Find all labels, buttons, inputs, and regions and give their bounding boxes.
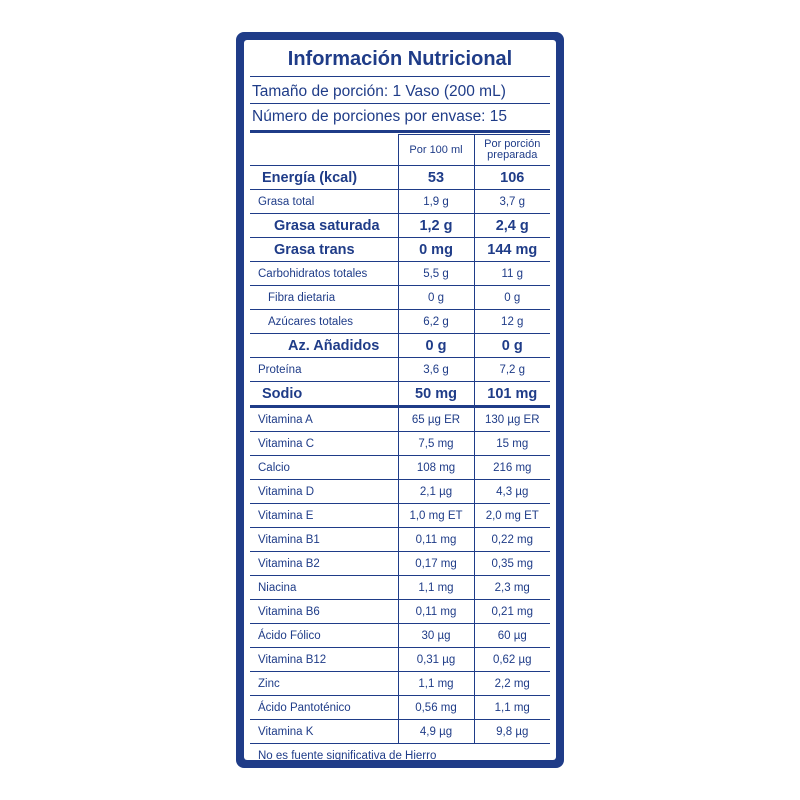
label-title: Información Nutricional — [287, 48, 513, 70]
nutrient-value-per-serving: 2,3 mg — [474, 576, 550, 600]
table-row — [250, 624, 550, 648]
table-row — [250, 262, 550, 286]
nutrient-value-per-100: 50 mg — [398, 382, 474, 407]
nutrient-value-per-100: 1,1 mg — [398, 576, 474, 600]
nutrient-name: Niacina — [250, 576, 398, 600]
nutrient-value-per-serving: 144 mg — [474, 238, 550, 262]
table-row — [250, 286, 550, 310]
nutrient-value-per-serving: 12 g — [474, 310, 550, 334]
table-footnote-row — [250, 744, 550, 761]
nutrient-name: Energía (kcal) — [250, 166, 398, 190]
nutrient-name: Vitamina B2 — [250, 552, 398, 576]
nutrient-name: Vitamina K — [250, 720, 398, 744]
nutrient-value-per-serving: 2,4 g — [474, 214, 550, 238]
table-row — [250, 552, 550, 576]
table-row — [250, 528, 550, 552]
nutrient-value-per-serving: 0,62 µg — [474, 648, 550, 672]
nutrient-value-per-100: 30 µg — [398, 624, 474, 648]
divider-thick — [250, 130, 550, 133]
nutrient-value-per-100: 53 — [398, 166, 474, 190]
nutrient-name: Vitamina D — [250, 480, 398, 504]
nutrient-value-per-100: 1,1 mg — [398, 672, 474, 696]
nutrient-value-per-100: 108 mg — [398, 456, 474, 480]
nutrient-value-per-100: 0,11 mg — [398, 600, 474, 624]
nutrient-name: Proteína — [250, 358, 398, 382]
vitamins-section — [250, 407, 550, 744]
nutrient-value-per-100: 0,31 µg — [398, 648, 474, 672]
nutrient-name: Calcio — [250, 456, 398, 480]
table-row — [250, 600, 550, 624]
divider — [250, 76, 550, 77]
nutrient-value-per-100: 1,9 g — [398, 190, 474, 214]
table-row — [250, 456, 550, 480]
nutrient-name: Grasa saturada — [250, 214, 398, 238]
nutrition-label-body — [244, 40, 556, 760]
nutrient-value-per-100: 1,2 g — [398, 214, 474, 238]
nutrient-value-per-100: 0,11 mg — [398, 528, 474, 552]
nutrient-value-per-100: 65 µg ER — [398, 407, 474, 432]
nutrient-value-per-serving: 101 mg — [474, 382, 550, 407]
nutrient-name: Azúcares totales — [250, 310, 398, 334]
nutrient-name: Vitamina B1 — [250, 528, 398, 552]
footnote: No es fuente significativa de Hierro — [250, 744, 550, 761]
table-row — [250, 190, 550, 214]
nutrient-value-per-serving: 2,0 mg ET — [474, 504, 550, 528]
nutrient-name: Fibra dietaria — [250, 286, 398, 310]
nutrient-value-per-serving: 7,2 g — [474, 358, 550, 382]
nutrient-name: Ácido Pantoténico — [250, 696, 398, 720]
table-row — [250, 334, 550, 358]
nutrient-value-per-serving: 0,21 mg — [474, 600, 550, 624]
table-row — [250, 407, 550, 432]
nutrient-name: Vitamina B6 — [250, 600, 398, 624]
table-row — [250, 720, 550, 744]
nutrient-value-per-serving: 1,1 mg — [474, 696, 550, 720]
nutrient-value-per-100: 0,17 mg — [398, 552, 474, 576]
nutrient-value-per-100: 0 g — [398, 286, 474, 310]
nutrient-value-per-serving: 9,8 µg — [474, 720, 550, 744]
nutrient-value-per-100: 6,2 g — [398, 310, 474, 334]
nutrient-value-per-serving: 130 µg ER — [474, 407, 550, 432]
nutrient-value-per-serving: 3,7 g — [474, 190, 550, 214]
nutrient-value-per-serving: 11 g — [474, 262, 550, 286]
divider — [250, 103, 550, 104]
nutrient-value-per-serving: 0,35 mg — [474, 552, 550, 576]
table-row — [250, 358, 550, 382]
table-row — [250, 432, 550, 456]
nutrient-name: Vitamina C — [250, 432, 398, 456]
nutrient-name: Vitamina E — [250, 504, 398, 528]
column-header-per-100: Por 100 ml — [398, 135, 474, 166]
nutrient-value-per-serving: 0 g — [474, 334, 550, 358]
table-row — [250, 696, 550, 720]
table-row — [250, 310, 550, 334]
nutrient-name: Carbohidratos totales — [250, 262, 398, 286]
nutrition-table — [250, 134, 550, 760]
nutrient-value-per-serving: 106 — [474, 166, 550, 190]
nutrition-label — [236, 32, 564, 768]
table-row — [250, 480, 550, 504]
nutrient-value-per-100: 4,9 µg — [398, 720, 474, 744]
servings-per-container: Número de porciones por envase: 15 — [252, 108, 508, 125]
table-row — [250, 214, 550, 238]
nutrient-value-per-serving: 2,2 mg — [474, 672, 550, 696]
nutrient-name: Ácido Fólico — [250, 624, 398, 648]
nutrient-value-per-serving: 216 mg — [474, 456, 550, 480]
nutrient-value-per-100: 3,6 g — [398, 358, 474, 382]
nutrient-name: Vitamina B12 — [250, 648, 398, 672]
nutrient-name: Grasa total — [250, 190, 398, 214]
nutrient-value-per-100: 0 g — [398, 334, 474, 358]
serving-size: Tamaño de porción: 1 Vaso (200 mL) — [252, 83, 506, 100]
nutrient-value-per-100: 2,1 µg — [398, 480, 474, 504]
table-row — [250, 648, 550, 672]
nutrient-value-per-100: 0 mg — [398, 238, 474, 262]
nutrient-name: Zinc — [250, 672, 398, 696]
nutrient-value-per-100: 1,0 mg ET — [398, 504, 474, 528]
nutrient-value-per-serving: 0,22 mg — [474, 528, 550, 552]
nutrient-value-per-100: 0,56 mg — [398, 696, 474, 720]
nutrient-value-per-serving: 4,3 µg — [474, 480, 550, 504]
nutrient-value-per-serving: 15 mg — [474, 432, 550, 456]
table-row — [250, 238, 550, 262]
table-row — [250, 576, 550, 600]
table-row — [250, 672, 550, 696]
header-spacer — [250, 135, 398, 166]
nutrient-name: Vitamina A — [250, 407, 398, 432]
table-row-energy — [250, 166, 550, 190]
nutrient-name: Sodio — [250, 382, 398, 407]
table-header-row — [250, 135, 550, 166]
nutrient-value-per-100: 5,5 g — [398, 262, 474, 286]
nutrient-value-per-serving: 60 µg — [474, 624, 550, 648]
table-row — [250, 504, 550, 528]
nutrient-name: Az. Añadidos — [250, 334, 398, 358]
table-row — [250, 382, 550, 407]
column-header-per-serving: Por porción preparada — [474, 135, 550, 166]
nutrient-name: Grasa trans — [250, 238, 398, 262]
nutrient-value-per-100: 7,5 mg — [398, 432, 474, 456]
nutrient-value-per-serving: 0 g — [474, 286, 550, 310]
